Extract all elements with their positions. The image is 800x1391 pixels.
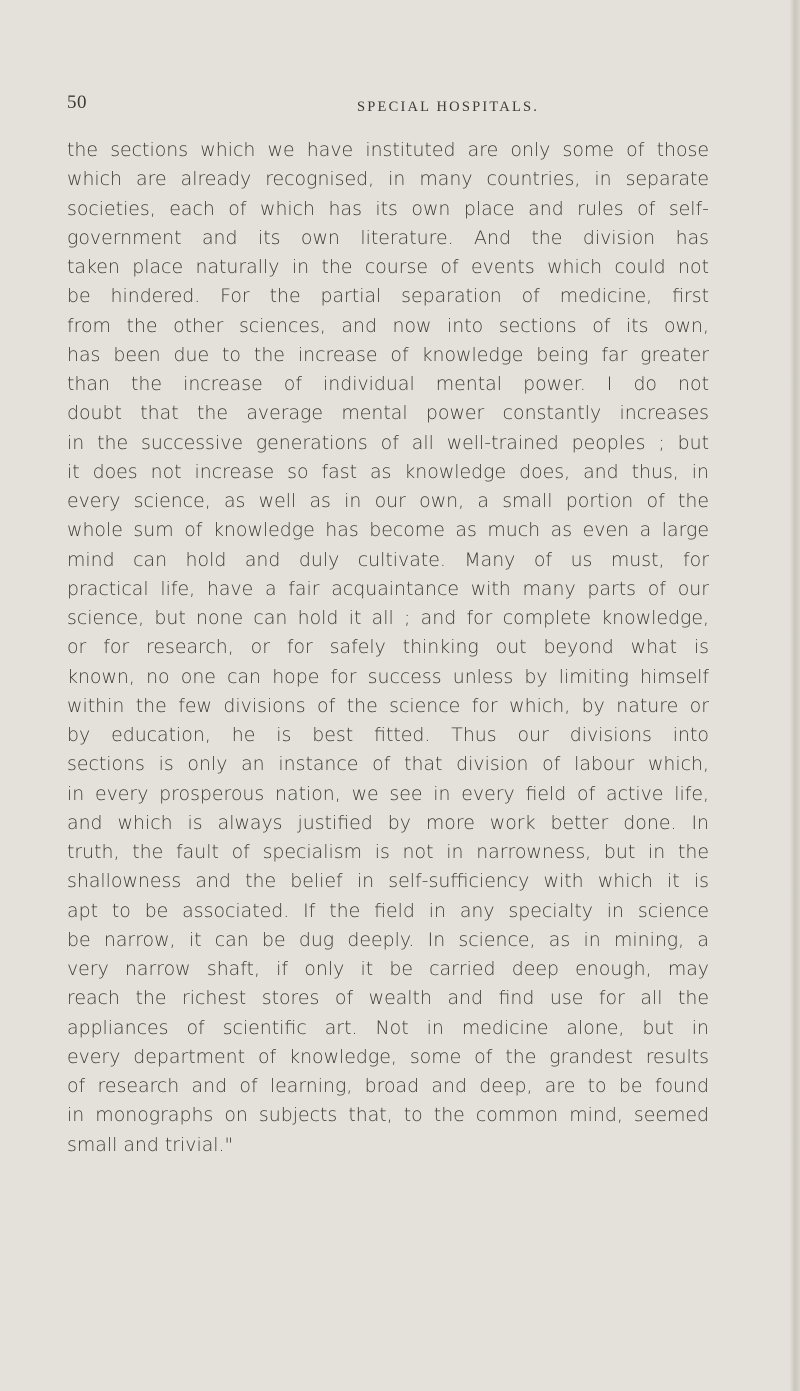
text-line: practical life, have a fair acquaintance with many parts of our bbox=[67, 577, 709, 600]
text-line: in every prosperous nation, we see in every field of active life, bbox=[67, 782, 709, 805]
body-text bbox=[67, 136, 709, 1160]
text-line: every science, as well as in our own, a small portion of the bbox=[67, 490, 709, 512]
text-line: than the increase of individual mental power. I do not bbox=[67, 373, 709, 395]
text-line: appliances of scientific art. Not in medicine alone, but in bbox=[67, 1016, 709, 1039]
text-line: or for research, or for safely thinking out beyond what is bbox=[67, 636, 709, 659]
text-line: reach the richest stores of wealth and find use for all the bbox=[67, 987, 709, 1010]
text-line: mind can hold and duly cultivate. Many of us must, for bbox=[67, 548, 709, 571]
text-line: from the other sciences, and now into sections of its own, bbox=[67, 314, 709, 337]
text-line: within the few divisions of the science for which, by nature or bbox=[67, 694, 709, 717]
text-line: small and trivial." bbox=[67, 1133, 234, 1156]
text-line: societies, each of which has its own place and rules of self- bbox=[67, 197, 709, 220]
running-head: SPECIAL HOSPITALS. bbox=[357, 99, 540, 115]
text-line: taken place naturally in the course of events which could not bbox=[67, 256, 709, 278]
text-line: doubt that the average mental power constantly increases bbox=[67, 402, 709, 425]
text-line: known, no one can hope for success unless by limiting himself bbox=[67, 665, 709, 688]
text-line: and which is always justified by more work better done. In bbox=[67, 811, 709, 834]
text-line: whole sum of knowledge has become as much as even a large bbox=[67, 519, 709, 542]
text-line: by education, he is best fitted. Thus our divisions into bbox=[67, 724, 709, 746]
text-line: it does not increase so fast as knowledge does, and thus, in bbox=[67, 460, 709, 483]
text-line: the sections which we have instituted are only some of those bbox=[67, 139, 709, 161]
text-line: be hindered. For the partial separation of medicine, first bbox=[67, 285, 709, 308]
text-line: science, but none can hold it all ; and for complete knowledge, bbox=[67, 607, 709, 629]
text-line: of research and of learning, broad and deep, are to be found bbox=[67, 1075, 709, 1097]
text-line: shallowness and the belief in self-sufficiency with which it is bbox=[67, 870, 709, 893]
text-line: has been due to the increase of knowledge being far greater bbox=[67, 343, 709, 366]
text-line: truth, the fault of specialism is not in narrowness, but in the bbox=[67, 841, 709, 863]
text-line: very narrow shaft, if only it be carried deep enough, may bbox=[67, 958, 709, 980]
text-line: in monographs on subjects that, to the common mind, seemed bbox=[67, 1104, 709, 1127]
text-line: sections is only an instance of that division of labour which, bbox=[67, 753, 709, 776]
text-line: every department of knowledge, some of the grandest results bbox=[67, 1045, 709, 1068]
text-line: in the successive generations of all well-trained peoples ; but bbox=[67, 431, 709, 454]
page-number: 50 bbox=[67, 92, 87, 113]
text-line: government and its own literature. And the division has bbox=[67, 226, 709, 249]
text-line: which are already recognised, in many countries, in separate bbox=[67, 168, 709, 191]
page-edge bbox=[790, 0, 800, 1391]
text-line: apt to be associated. If the field in any specialty in science bbox=[67, 899, 709, 922]
text-line: be narrow, it can be dug deeply. In science, as in mining, a bbox=[67, 928, 709, 951]
page-header bbox=[67, 92, 707, 122]
